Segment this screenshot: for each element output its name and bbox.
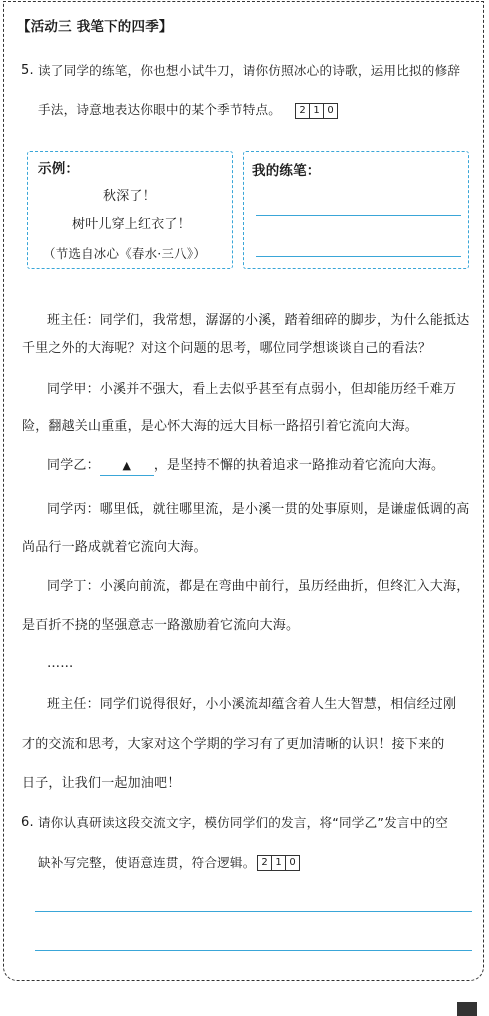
score-box: 1 xyxy=(271,855,286,871)
q6-text-line2: 缺补写完整，使语意连贯，符合逻辑。 xyxy=(38,855,256,870)
student-bing-line2: 尚品行一路成就着它流向大海。 xyxy=(22,540,207,555)
example-source: （节选自冰心《春水·三八》） xyxy=(43,246,207,261)
student-bing-line1: 同学丙：哪里低，就往哪里流，是小溪一贯的处事原则，是谦虚低调的高 xyxy=(47,502,470,517)
student-ding-line1: 同学丁：小溪向前流，都是在弯曲中前行，虽历经曲折，但终汇入大海， xyxy=(47,579,470,594)
example-poem-line2: 树叶儿穿上红衣了！ xyxy=(72,217,191,232)
q6-score-boxes xyxy=(258,855,300,871)
student-yi-line xyxy=(47,457,444,476)
q6-text-line1: 请你认真研读这段交流文字，模仿同学们的发言，将“同学乙”发言中的空 xyxy=(38,815,449,830)
teacher-closing-line2: 才的交流和思考，大家对这个学期的学习有了更加清晰的认识！接下来的 xyxy=(22,737,445,752)
practice-answer-line-2[interactable] xyxy=(256,256,461,257)
teacher-speech-line1: 班主任：同学们，我常想，潺潺的小溪，踏着细碎的脚步，为什么能抵达 xyxy=(47,313,470,328)
student-yi-prefix: 同学乙： xyxy=(47,458,100,473)
teacher-closing-line1: 班主任：同学们说得很好，小小溪流却蕴含着人生大智慧，相信经过刚 xyxy=(47,697,457,712)
q5-number: 5. xyxy=(21,63,34,78)
student-jia-line1: 同学甲：小溪并不强大，看上去似乎甚至有点弱小，但却能历经千难万 xyxy=(47,382,457,397)
q5-text-line2: 手法，诗意地表达你眼中的某个季节特点。 xyxy=(38,102,282,117)
q6-answer-line-2[interactable] xyxy=(35,950,472,951)
example-poem-line1: 秋深了！ xyxy=(103,189,156,204)
teacher-closing-line3: 日子，让我们一起加油吧！ xyxy=(22,776,181,791)
q6-number: 6. xyxy=(21,815,34,830)
teacher-speech-line2: 千里之外的大海呢？对这个问题的思考，哪位同学想谈谈自己的看法？ xyxy=(22,341,432,356)
q5-score-boxes xyxy=(296,103,338,119)
score-box: 2 xyxy=(295,103,310,119)
blank-triangle-icon: ▲ xyxy=(122,459,132,472)
practice-answer-line-1[interactable] xyxy=(256,215,461,216)
activity-frame xyxy=(3,1,484,981)
score-box: 2 xyxy=(257,855,272,871)
page-corner-mark xyxy=(457,1002,477,1016)
practice-heading: 我的练笔： xyxy=(252,163,321,179)
example-heading: 示例： xyxy=(38,161,80,177)
student-yi-blank[interactable] xyxy=(100,457,154,476)
q5-text-line1: 读了同学的练笔，你也想小试牛刀，请你仿照冰心的诗歌，运用比拟的修辞 xyxy=(38,63,461,78)
dialogue-ellipsis: …… xyxy=(47,656,74,671)
score-box: 1 xyxy=(309,103,324,119)
student-yi-suffix: ，是坚持不懈的执着追求一路推动着它流向大海。 xyxy=(153,458,445,473)
score-box: 0 xyxy=(285,855,300,871)
score-box: 0 xyxy=(323,103,338,119)
student-ding-line2: 是百折不挠的坚强意志一路激励着它流向大海。 xyxy=(22,618,300,633)
activity-title: 【活动三 我笔下的四季】 xyxy=(17,19,173,35)
q6-answer-line-1[interactable] xyxy=(35,911,472,912)
student-jia-line2: 险，翻越关山重重，是心怀大海的远大目标一路招引着它流向大海。 xyxy=(22,419,419,434)
